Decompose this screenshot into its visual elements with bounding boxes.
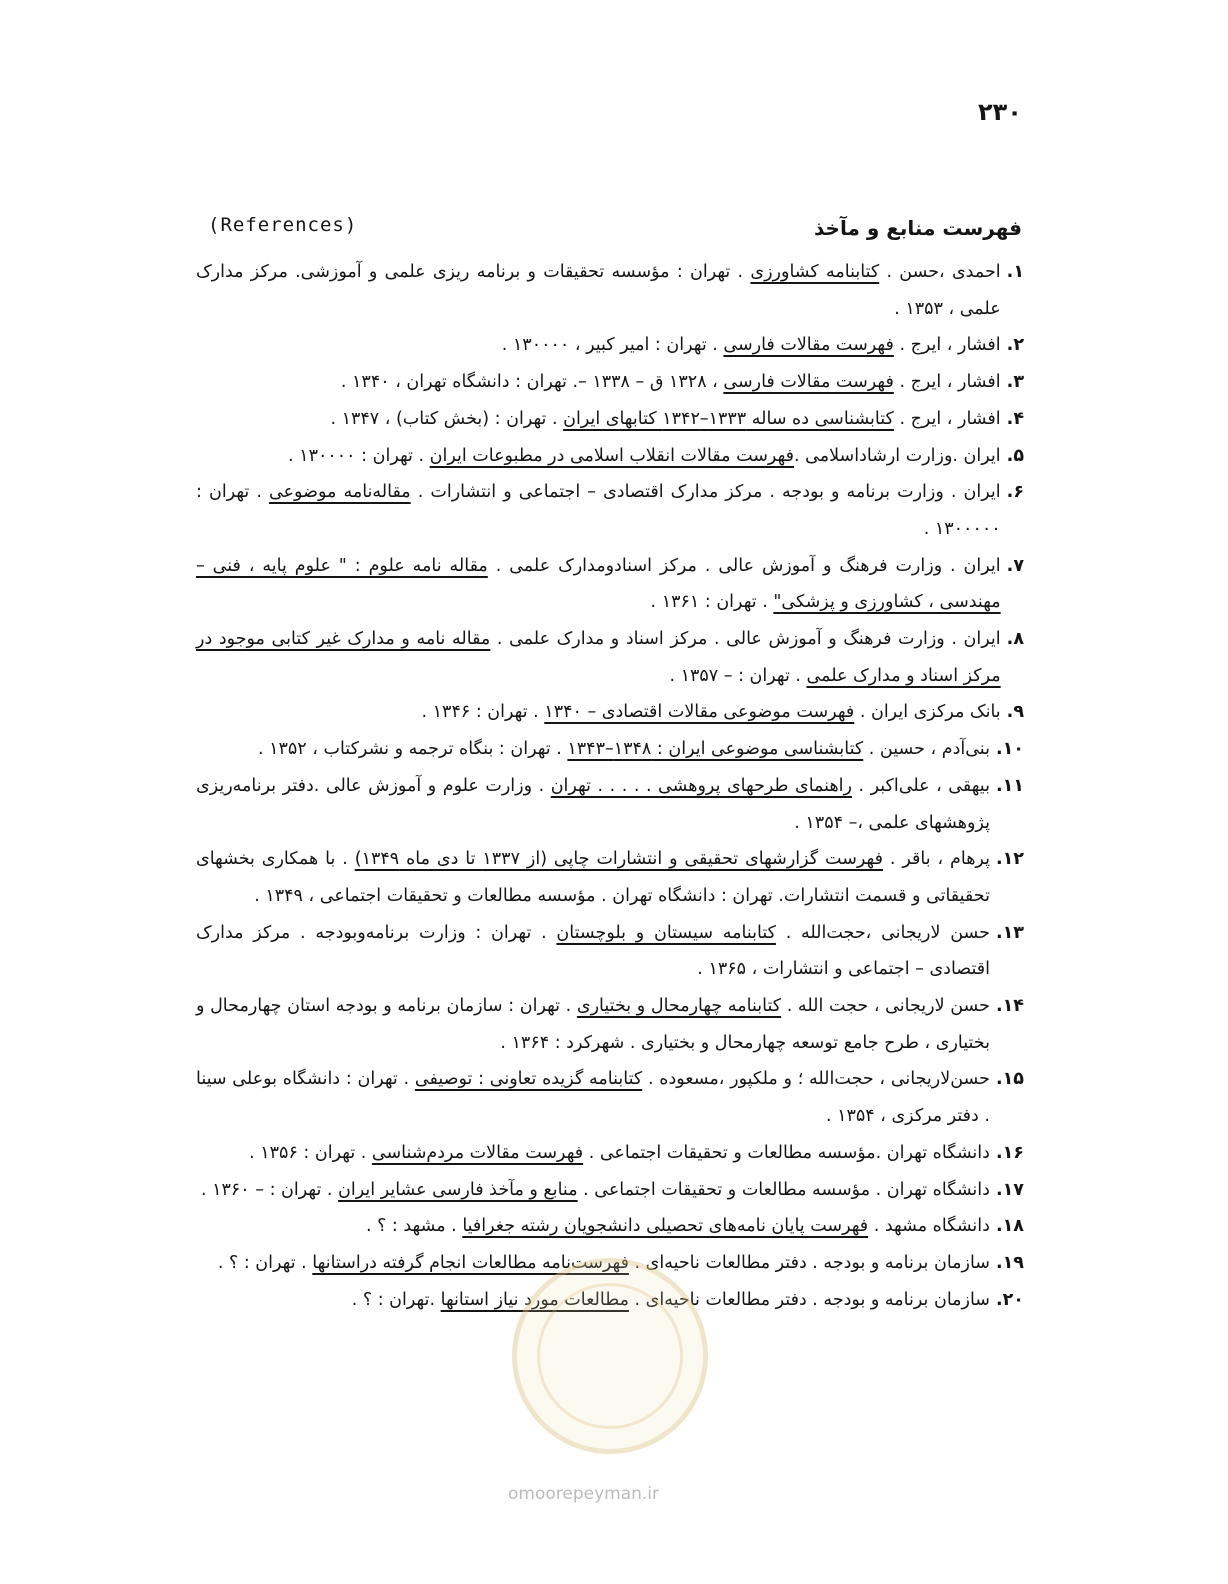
reference-detail: . تهران : وزارت برنامه‌وبودجه . مرکز مدارک اقتصادی – اجتماعی و انتشارات ، ۱۳۶۵ . (196, 922, 990, 980)
reference-detail: دانشگاه تهران . مؤسسه مطالعات و تحقیقات اجتماعی . (577, 1179, 990, 1200)
reference-number: ۱۳. (995, 922, 1024, 943)
reference-text (196, 694, 1001, 731)
reference-detail: . با همکاری بخشهای تحقیقاتی و قسمت انتشارات. تهران : دانشگاه تهران . مؤسسه مطالعات و تحقیقات اجتماعی ، ۱۳۴۹ . (196, 849, 990, 906)
reference-title: فهرست پایان نامه‌های تحصیلی دانشجویان رشته جغرافیا (462, 1216, 869, 1237)
reference-text (196, 988, 990, 1061)
reference-detail: . تهران : امیر کبیر ، ۱۳۰۰۰۰ . (501, 335, 724, 356)
reference-detail: ایران . وزارت برنامه و بودجه . مرکز مدارک اقتصادی – اجتماعی و انتشارات . (410, 482, 1001, 503)
reference-number: ۴. (1006, 408, 1024, 429)
reference-detail: سازمان برنامه و بودجه . دفتر مطالعات ناحیه‌ای . (628, 1289, 990, 1310)
reference-detail: افشار ، ایرج . (893, 408, 1001, 429)
reference-detail: حسن لاریجانی ،حجت‌الله . (775, 922, 990, 943)
reference-title: فهرست مقالات فارسی (723, 335, 894, 356)
reference-detail: . مشهد : ؟ . (365, 1216, 463, 1237)
reference-item (196, 474, 1024, 547)
reference-item (196, 841, 1024, 914)
reference-title: کتابنامه چهارمحال و بختیاری (576, 996, 782, 1017)
reference-number: ۱. (1006, 262, 1024, 282)
reference-title: فهرست مقالات مردم‌شناسی (371, 1142, 584, 1163)
references-heading: فهرست منابع و مآخذ (814, 216, 1022, 240)
reference-text (196, 474, 1001, 547)
reference-detail: . تهران : ۱۳۴۶ . (421, 702, 545, 723)
reference-item (196, 1061, 1024, 1134)
reference-detail: . تهران : – ۱۳۵۷ . (669, 665, 807, 686)
reference-text (196, 621, 1001, 694)
reference-detail: . تهران : دانشگاه بوعلی سینا . دفتر مرکزی ، ۱۳۵۴ . (196, 1069, 990, 1127)
reference-title: فهرست‌نامه مطالعات انجام گرفته دراستانها (312, 1252, 629, 1273)
reference-item (196, 364, 1024, 401)
reference-detail: . وزارت علوم و آموزش عالی .دفتر برنامه‌ریزی پژوهشهای علمی ،– ۱۳۵۴ . (196, 775, 990, 833)
reference-number: ۱۴. (995, 996, 1024, 1017)
reference-number: ۳. (1006, 372, 1024, 393)
reference-item (196, 621, 1024, 694)
reference-text (196, 327, 1001, 364)
reference-text (196, 438, 1001, 475)
reference-title: مطالعات مورد نیاز استانها (440, 1289, 629, 1310)
reference-detail: . تهران : ۱۳۰۰۰۰۰ . (196, 482, 1001, 539)
reference-item (196, 1208, 1024, 1245)
reference-detail: . تهران : سازمان برنامه و بودجه استان چهارمحال و بختیاری ، طرح جامع توسعه چهارمحال و بختیاری . شهرکرد : ۱۳۶۴ . (196, 996, 990, 1053)
reference-detail: ، ۱۳۲۸ ق – ۱۳۳۸ –. تهران : دانشگاه تهران ، ۱۳۴۰ . (340, 372, 724, 393)
reference-title: کتابنامه سیستان و بلوچستان (556, 922, 776, 943)
reference-detail: احمدی ،حسن . (879, 262, 1001, 282)
reference-detail: . تهران : مؤسسه تحقیقات و برنامه ریزی علمی و آموزشی. مرکز مدارک علمی ، ۱۳۵۳ . (196, 262, 1001, 319)
reference-item (196, 1172, 1024, 1209)
reference-detail: . تهران : بنگاه ترجمه و نشرکتاب ، ۱۳۵۲ . (257, 739, 568, 760)
reference-number: ۱۵. (995, 1069, 1024, 1090)
watermark-text: omoorepeyman.ir (508, 1484, 660, 1504)
reference-text (196, 841, 990, 914)
references-list (196, 254, 1024, 1318)
reference-text (196, 915, 990, 988)
reference-item (196, 438, 1024, 475)
page-number: ۲۳۰ (978, 98, 1022, 126)
reference-title: کتابنامه کشاورزی (750, 262, 880, 282)
reference-detail: . تهران : ۱۳۵۶ . (249, 1142, 372, 1163)
reference-item (196, 327, 1024, 364)
reference-item (196, 768, 1024, 841)
reference-number: ۱۹. (995, 1252, 1024, 1273)
reference-detail: ایران . وزارت فرهنگ و آموزش عالی . مرکز اسناد و مدارک علمی . (490, 629, 1001, 650)
reference-title: کتابشناسی موضوعی ایران : ۱۳۴۸–۱۳۴۳ (567, 739, 864, 760)
reference-item (196, 915, 1024, 988)
reference-number: ۱۲. (995, 849, 1024, 870)
reference-title: فهرست موضوعی مقالات اقتصادی – ۱۳۴۰ (544, 702, 855, 723)
reference-text (196, 548, 1001, 621)
reference-detail: بیهقی ، علی‌اکبر . (851, 775, 990, 796)
reference-title: منابع و مآخذ فارسی عشایر ایران (338, 1179, 578, 1200)
reference-item (196, 548, 1024, 621)
reference-number: ۱۷. (995, 1179, 1024, 1200)
reference-detail: پرهام ، باقر . (882, 849, 990, 870)
references-heading-latin: (References) (208, 214, 358, 236)
reference-title: فهرست گزارشهای تحقیقی و انتشارات چاپی (از ۱۳۳۷ تا دی ماه ۱۳۴۹) (354, 849, 883, 870)
reference-detail: افشار ، ایرج . (893, 335, 1001, 356)
reference-detail: ایران . وزارت فرهنگ و آموزش عالی . مرکز اسنادومدارک علمی . (487, 555, 1001, 576)
reference-number: ۹. (1006, 702, 1024, 723)
reference-text (196, 768, 990, 841)
reference-detail: . تهران : – ۱۳۶۰ . (200, 1179, 339, 1200)
reference-text (196, 364, 1001, 401)
reference-title: فهرست مقالات انقلاب اسلامی در مطبوعات ایران (429, 445, 795, 466)
reference-title: مقاله‌نامه موضوعی (269, 482, 411, 503)
reference-detail: . تهران : (بخش کتاب) ، ۱۳۴۷ . (330, 408, 564, 429)
reference-number: ۲۰. (995, 1289, 1024, 1310)
reference-detail: دانشگاه مشهد . (868, 1216, 990, 1237)
reference-text (196, 401, 1001, 438)
reference-text (196, 254, 1001, 327)
reference-title: کتابنامه گزیده تعاونی : توصیفی (414, 1069, 643, 1090)
reference-detail: .تهران : ؟ . (351, 1289, 441, 1310)
reference-item (196, 401, 1024, 438)
reference-title: راهنمای طرحهای پروهشی . . . . . تهران (550, 775, 852, 796)
reference-title: مقاله نامه علوم : " علوم پایه ، فنی – مهندسی ، کشاورزی و پزشکی" (196, 555, 1001, 613)
reference-item (196, 1135, 1024, 1172)
reference-detail: ایران .وزارت ارشاداسلامی . (794, 445, 1001, 466)
reference-detail: دانشگاه تهران .مؤسسه مطالعات و تحقیقات اجتماعی . (583, 1142, 990, 1163)
reference-number: ۶. (1006, 482, 1024, 503)
reference-detail: افشار ، ایرج . (893, 372, 1001, 393)
reference-item (196, 988, 1024, 1061)
reference-item (196, 731, 1024, 768)
reference-title: مقاله نامه و مدارک غیر کتابی موجود در مرکز اسناد و مدارک علمی (196, 629, 1001, 686)
reference-detail: حسن لاریجانی ، حجت الله . (781, 996, 990, 1017)
reference-title: کتابشناسی ده ساله ۱۳۳۳–۱۳۴۲ کتابهای ایران (563, 408, 894, 429)
reference-text (196, 731, 990, 768)
reference-text (196, 1208, 990, 1245)
reference-number: ۷. (1006, 555, 1024, 576)
reference-number: ۸. (1006, 629, 1024, 650)
reference-detail: بنی‌آدم ، حسین . (863, 739, 990, 760)
reference-text (196, 1135, 990, 1172)
reference-text (196, 1061, 990, 1134)
reference-number: ۱۸. (995, 1216, 1024, 1237)
reference-detail: سازمان برنامه و بودجه . دفتر مطالعات ناحیه‌ای . (628, 1252, 990, 1273)
reference-detail: بانک مرکزی ایران . (854, 702, 1001, 723)
reference-number: ۵. (1006, 445, 1024, 466)
reference-number: ۱۱. (995, 775, 1024, 796)
reference-title: فهرست مقالات فارسی (723, 372, 894, 393)
reference-detail: حسن‌لاریجانی ، حجت‌الله ؛ و ملکپور ،مسعوده . (642, 1069, 990, 1090)
reference-item (196, 694, 1024, 731)
reference-number: ۱۰. (995, 739, 1024, 760)
reference-item (196, 254, 1024, 327)
reference-detail: . تهران : ۱۳۶۱ . (650, 592, 774, 613)
reference-number: ۲. (1006, 335, 1024, 356)
watermark-seal-icon (512, 1258, 708, 1454)
reference-detail: . تهران : ۱۳۰۰۰۰ . (288, 445, 430, 466)
reference-detail: . تهران : ؟ . (217, 1252, 313, 1273)
reference-text (196, 1172, 990, 1209)
reference-number: ۱۶. (995, 1142, 1024, 1163)
